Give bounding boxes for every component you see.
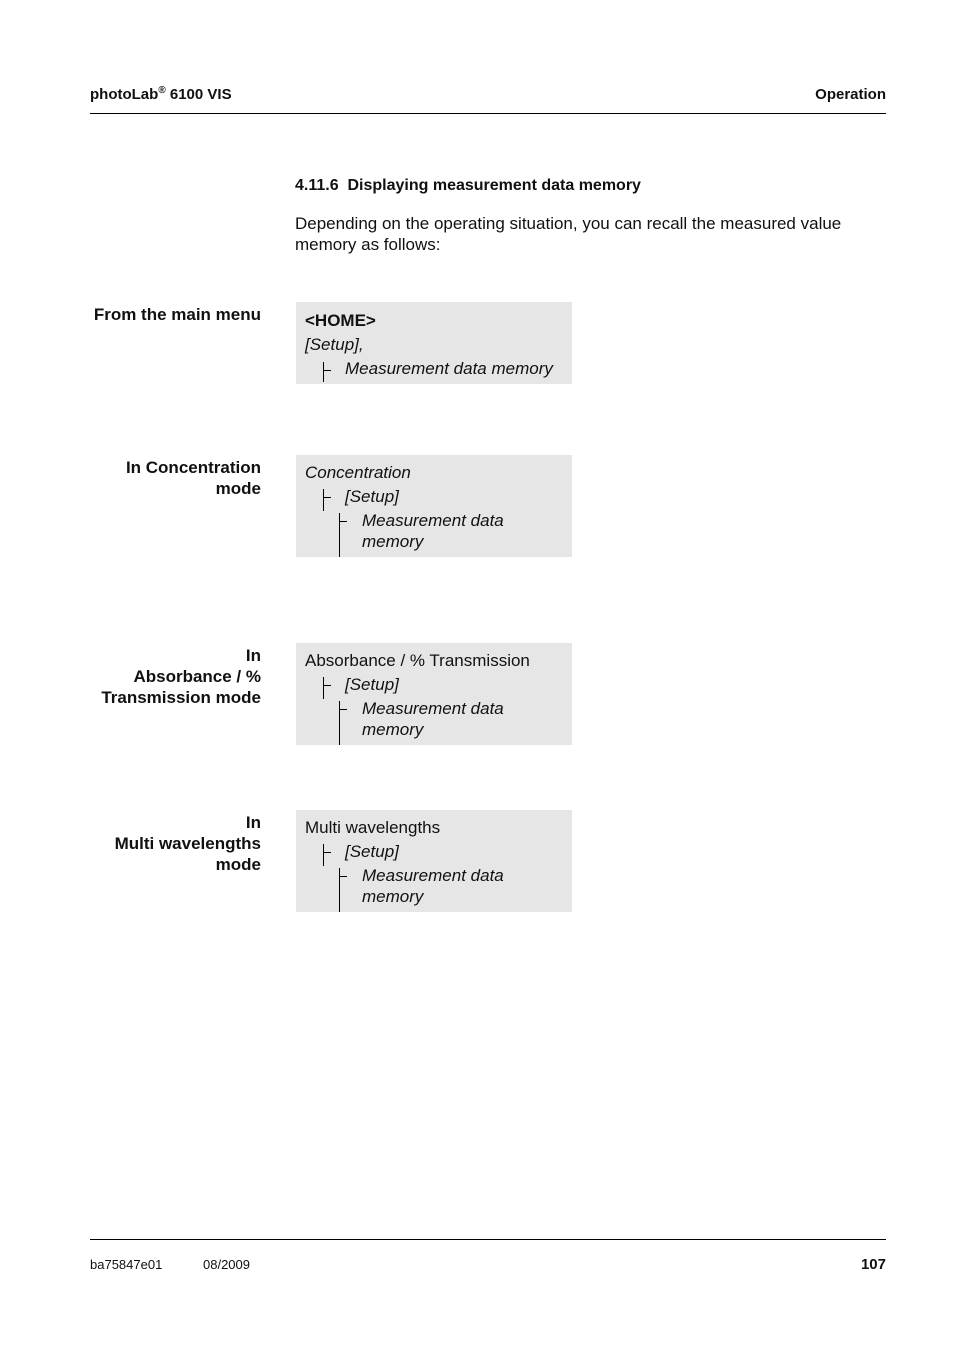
section-heading: 4.11.6 Displaying measurement data memory [295,177,641,194]
tree-connector [323,497,331,498]
menu-path-measurement-data-memory: Measurement data memory [362,699,504,739]
margin-label-concentration: In Concentration mode [125,458,261,498]
menu-path-box-absorbance-transmission [296,643,572,745]
tree-connector [339,876,347,877]
menu-path-measurement-data-memory: Measurement data memory [345,359,553,378]
tree-connector [323,844,324,866]
registered-mark: ® [158,85,166,96]
tree-connector [339,521,347,522]
margin-label-multi-wavelengths: In Multi wavelengths mode [114,813,261,874]
menu-path-box-concentration [296,455,572,557]
menu-path-box-main-menu [296,302,572,384]
tree-connector [323,852,331,853]
menu-path-setup: [Setup] [345,842,399,861]
menu-path-measurement-data-memory: Measurement data memory [362,511,504,551]
menu-path-mode: Multi wavelengths [305,818,441,837]
tree-connector [323,677,324,699]
footer-date: 08/2009 [203,1257,250,1272]
footer-rule [90,1239,886,1240]
menu-path-mode: Absorbance / % Transmission [305,651,530,670]
tree-connector [339,868,340,912]
running-header-chapter: Operation [815,86,886,103]
header-rule [90,113,886,114]
tree-connector [323,362,324,382]
menu-path-home-key: <HOME> [305,311,376,330]
margin-label-absorbance-transmission: In Absorbance / % Transmission mode [101,646,261,707]
tree-connector [323,489,324,511]
tree-connector [323,685,331,686]
menu-path-setup: [Setup], [305,335,364,354]
menu-path-measurement-data-memory: Measurement data memory [362,866,504,906]
running-header-product: photoLab® 6100 VIS [90,85,232,103]
intro-paragraph: Depending on the operating situation, you can recall the measured value memory as follows: [295,214,842,254]
tree-connector [323,370,331,371]
tree-connector [339,701,340,745]
tree-connector [339,709,347,710]
menu-path-setup: [Setup] [345,487,399,506]
page-number: 107 [860,1256,886,1273]
margin-label-main-menu: From the main menu [93,305,261,324]
footer-doc-number: ba75847e01 [90,1257,163,1272]
menu-path-setup: [Setup] [345,675,399,694]
tree-connector [339,513,340,557]
menu-path-box-multi-wavelengths [296,810,572,912]
menu-path-mode: Concentration [305,463,411,482]
